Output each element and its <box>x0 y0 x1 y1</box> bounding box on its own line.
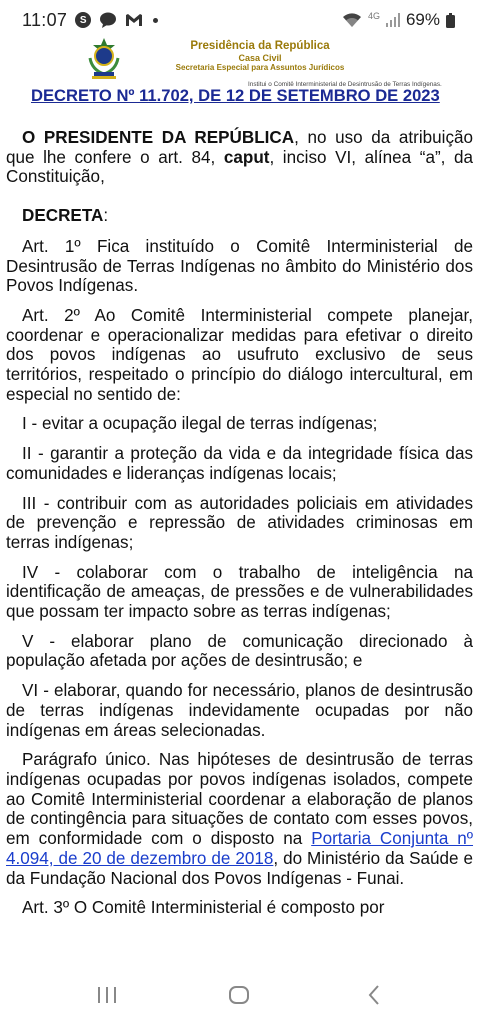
status-bar <box>0 0 477 40</box>
battery-icon <box>446 13 455 28</box>
status-right <box>342 10 455 30</box>
notification-dot-icon <box>153 18 158 23</box>
status-left <box>22 10 158 31</box>
caput-term: caput <box>223 147 270 167</box>
ementa-text: Institui o Comitê Interministerial de Desintrusão de Terras Indígenas. <box>248 81 442 88</box>
article-1: Art. 1º Fica instituído o Comitê Interministerial de Desintrusão de Terras Indígenas no âmbito do Ministério dos Povos Indígenas. <box>6 236 473 296</box>
coat-of-arms-icon <box>86 36 122 80</box>
signal-icon <box>386 13 400 27</box>
paragrafo-part-a: Parágrafo único. Nas hipóteses de desintrusão de terras indígenas ocupadas por povos indígenas isolados, compete ao Comitê Interministerial coordenar a elaboração de planos de contingência para situações de contato com esses povos, em conformidade com o disposto na <box>6 750 473 849</box>
recent-apps-button[interactable] <box>96 984 118 1011</box>
inciso-iv: IV - colaborar com o trabalho de inteligência na identificação de ameaças, de pressões e de vulnerabilidades que possam ter impacto sobre as terras indígenas; <box>6 562 473 622</box>
preamble <box>6 128 473 187</box>
back-button[interactable] <box>364 984 386 1011</box>
secretariat-name: Secretaria Especial para Assuntos Jurídicos <box>175 63 345 72</box>
home-icon <box>228 984 250 1006</box>
status-time: 11:07 <box>22 9 68 30</box>
gov-header <box>0 36 477 82</box>
wifi-icon <box>342 12 362 28</box>
decreta-word: DECRETA <box>22 206 104 226</box>
article-2: Art. 2º Ao Comitê Interministerial compete planejar, coordenar e operacionalizar medidas para efetivar o direito dos povos indígenas ao usufruto exclusivo de seus territórios, respeitado o princípio do diálogo intercultural, em especial no sentido de: <box>6 305 473 404</box>
paragrafo-part-b: , do Ministério da Saúde e da Fundação Nacional dos Povos Indígenas - Funai. <box>6 848 473 888</box>
office-name: Casa Civil <box>238 53 282 63</box>
home-button[interactable] <box>228 984 250 1011</box>
gmail-icon <box>125 13 143 27</box>
inciso-ii: II - garantir a proteção da vida e da integridade física das comunidades e lideranças indígenas locais; <box>6 444 473 483</box>
decree-title: DECRETO Nº 11.702, DE 12 DE SETEMBRO DE 2023 <box>31 86 440 105</box>
paragrafo-unico <box>6 750 473 888</box>
preamble-part-b: , inciso VI, alínea “a”, da Constituição, <box>6 147 474 187</box>
battery-percent: 69% <box>405 10 440 29</box>
chat-icon <box>99 12 117 28</box>
decreta-line <box>6 206 473 226</box>
inciso-v: V - elaborar plano de comunicação direcionado à população afetada por ações de desintrusão; e <box>6 631 473 671</box>
gov-titles <box>170 40 350 73</box>
recent-apps-icon <box>96 984 118 1006</box>
inciso-iii: III - contribuir com as autoridades policiais em atividades de prevenção e repressão de atividades criminosas em terras indígenas; <box>6 493 473 552</box>
decreta-colon: : <box>103 206 109 226</box>
network-type-label: 4G <box>367 11 380 21</box>
back-icon <box>364 984 386 1006</box>
org-name: Presidência da República <box>190 40 330 52</box>
article-3: Art. 3º O Comitê Interministerial é composto por <box>22 898 385 918</box>
preamble-part-a: , no uso da atribuição que lhe confere o art. 84, <box>6 128 474 167</box>
portaria-link[interactable]: Portaria Conjunta nº 4.094, de 20 de dezembro de 2018 <box>6 829 474 868</box>
inciso-vi: VI - elaborar, quando for necessário, planos de desintrusão de terras indígenas indevidamente ocupadas por não indígenas em áreas selecionadas. <box>6 681 473 740</box>
navigation-bar <box>0 968 477 1024</box>
skype-icon: S <box>75 12 91 28</box>
decree-body <box>6 128 473 918</box>
president-heading: O PRESIDENTE DA REPÚBLICA <box>22 128 295 147</box>
inciso-i: I - evitar a ocupação ilegal de terras indígenas; <box>22 414 378 434</box>
